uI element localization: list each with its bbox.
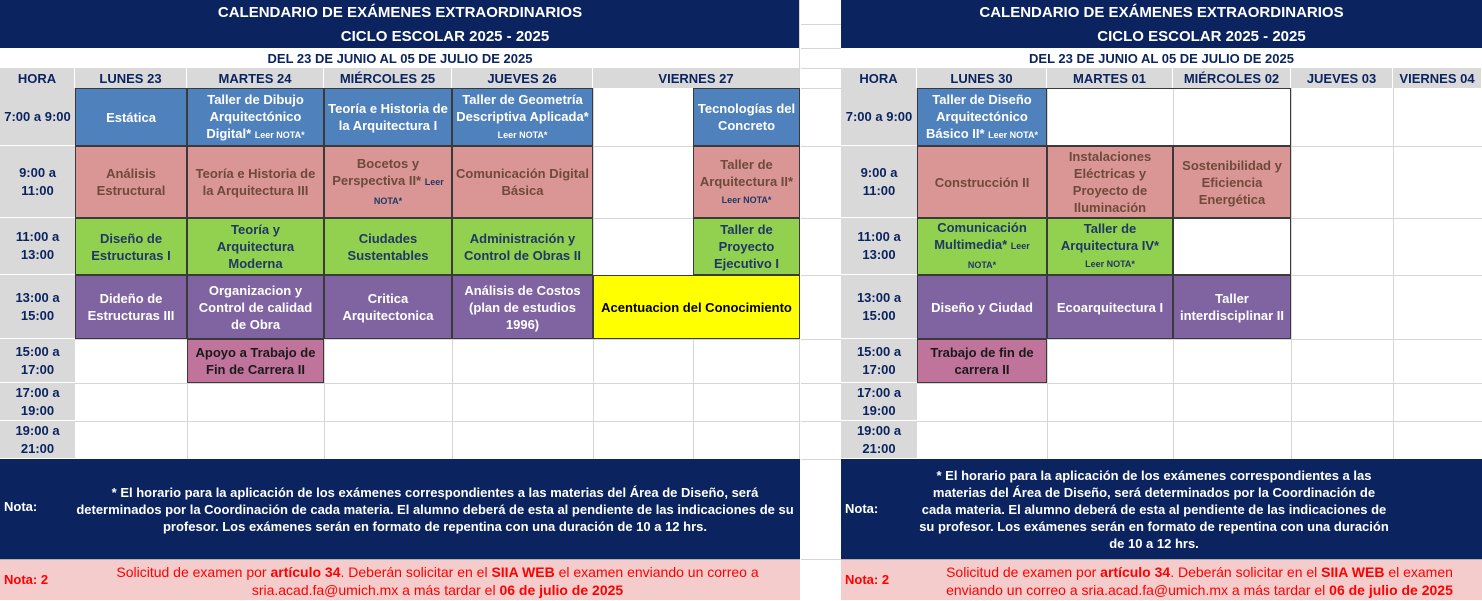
exam-block (452, 146, 593, 218)
exam-block (452, 88, 593, 146)
exam-block (917, 218, 1047, 275)
calendar-title: CALENDARIO DE EXÁMENES EXTRAORDINARIOS (0, 0, 800, 24)
exam-block (75, 275, 187, 339)
exam-block (917, 146, 1047, 218)
exam-title: Taller interdisciplinar II (1179, 291, 1285, 323)
exam-block (75, 218, 187, 275)
exam-title: Critica Arquitectonica (342, 291, 434, 323)
exam-block (593, 275, 800, 339)
day-header: MIÉRCOLES 02 (1173, 68, 1291, 88)
exam-block (693, 218, 800, 275)
spacer-column (801, 0, 841, 600)
note2-text: Solicitud de examen por artículo 34. Deberán solicitar en el SIIA WEB el examen enviando un correo a sria.acad.fa@umich.mx a más tardar el 06 de julio de 2025 (116, 563, 759, 598)
hour-cell: 11:00 a 13:00 (841, 218, 917, 275)
exam-block (324, 88, 452, 146)
exam-block (187, 339, 324, 383)
hour-cell: 13:00 a 15:00 (841, 275, 917, 339)
exam-block (1047, 218, 1173, 275)
exam-title: Análisis Estructural (96, 166, 166, 198)
exam-block (693, 88, 800, 146)
exam-note: Leer NOTA* (497, 129, 548, 140)
day-header: VIERNES 27 (593, 68, 800, 88)
exam-title: Construcción II (934, 174, 1030, 190)
exam-title: Taller de Diseño Arquitectónico Básico II* (926, 91, 1032, 141)
exam-title: Estática (106, 109, 156, 125)
exam-block (1047, 146, 1173, 218)
exam-block (187, 275, 324, 339)
calendar-subtitle: CICLO ESCOLAR 2025 - 2025 (841, 24, 1482, 48)
exam-title: Dideño de Estructuras III (87, 291, 175, 323)
hour-cell: 7:00 a 9:00 (841, 88, 917, 146)
empty-cell-frame (1173, 218, 1291, 275)
exam-title: Acentuacion del Conocimiento (601, 299, 792, 315)
calendar-title: CALENDARIO DE EXÁMENES EXTRAORDINARIOS (841, 0, 1482, 24)
exam-title: Diseño de Estructuras I (91, 230, 171, 263)
exam-block (1173, 275, 1291, 339)
note-section (841, 459, 1482, 559)
note2-section (0, 559, 800, 600)
hour-cell: 11:00 a 13:00 (0, 218, 75, 275)
hour-cell: 13:00 a 15:00 (0, 275, 75, 339)
exam-note: Leer NOTA* (1085, 259, 1135, 269)
day-header: VIERNES 04 (1393, 68, 1482, 88)
exam-note: Leer NOTA* (967, 241, 1030, 270)
exam-note: Leer NOTA* (373, 176, 444, 206)
day-header: MARTES 24 (187, 68, 324, 88)
exam-block (452, 218, 593, 275)
day-header: LUNES 30 (917, 68, 1047, 88)
note2-label: Nota: 2 (845, 572, 890, 587)
exam-note: Leer NOTA* (988, 129, 1038, 140)
day-header: LUNES 23 (75, 68, 187, 88)
exam-block (324, 146, 452, 218)
exam-block (187, 146, 324, 218)
exam-block (917, 275, 1047, 339)
hour-cell: 9:00 a 11:00 (841, 146, 917, 218)
exam-title: Diseño y Ciudad (931, 299, 1033, 315)
exam-title: Administración y Control de Obras II (463, 230, 581, 263)
exam-title: Organizacion y Control de calidad de Obra (198, 282, 313, 332)
exam-block (693, 146, 800, 218)
exam-block (75, 146, 187, 218)
exam-title: Taller de Geometría Descriptiva Aplicada* (456, 91, 589, 124)
exam-note: Leer NOTA* (721, 194, 772, 205)
date-range: DEL 23 DE JUNIO AL 05 DE JULIO DE 2025 (841, 48, 1482, 68)
day-header: MIÉRCOLES 25 (324, 68, 452, 88)
exam-block (1047, 275, 1173, 339)
hour-header: HORA (841, 68, 917, 88)
exam-title: Apoyo a Trabajo de Fin de Carrera II (195, 345, 316, 377)
empty-cell-frame (1047, 88, 1291, 146)
exam-title: Bocetos y Perspectiva II* (332, 155, 422, 188)
hour-cell: 7:00 a 9:00 (0, 88, 75, 146)
exam-title: Ciudades Sustentables (347, 230, 429, 263)
hour-cell: 15:00 a 17:00 (841, 339, 917, 383)
exam-block (917, 88, 1047, 146)
calendar-subtitle: CICLO ESCOLAR 2025 - 2025 (0, 24, 800, 48)
hour-cell: 19:00 a 21:00 (0, 421, 75, 459)
exam-block (187, 88, 324, 146)
hour-header: HORA (0, 68, 75, 88)
date-range: DEL 23 DE JUNIO AL 05 DE JULIO DE 2025 (0, 48, 800, 68)
exam-title: Tecnologías del Concreto (697, 101, 796, 133)
note-label: Nota: (845, 501, 879, 516)
note-text: * El horario para la aplicación de los exámenes correspondientes a las materias del Área de Diseño, será determinados por la Coordinación de cada materia. El alumno deberá de esta al pendiente de las indicaciones de su profesor. Los exámenes serán en formato de repentina con una duración de 10 a 12 hrs. (919, 467, 1389, 551)
exam-title: Sostenibilidad y Eficiencia Energética (1182, 157, 1282, 207)
exam-title: Taller de Dibujo Arquitectónico Digital* (206, 91, 304, 141)
exam-title: Taller de Arquitectura II* (699, 156, 794, 189)
hour-cell: 17:00 a 19:00 (841, 383, 917, 421)
exam-title: Teoría y Arquitectura Moderna (216, 222, 295, 271)
exam-title: Trabajo de fin de carrera II (930, 345, 1034, 377)
exam-block (324, 218, 452, 275)
exam-title: Teoría e Historia de la Arquitectura III (195, 166, 316, 198)
exam-block (452, 275, 593, 339)
hour-cell: 17:00 a 19:00 (0, 383, 75, 421)
day-header: MARTES 01 (1047, 68, 1173, 88)
note-label: Nota: (4, 499, 38, 514)
note-text: * El horario para la aplicación de los exámenes correspondientes a las materias del Área de Diseño, será determinados por la Coordinación de cada materia. El alumno deberá de esta al pendiente de las indicaciones de su profesor. Los exámenes serán en formato de repentina con una duración de 10 a 12 hrs. (76, 484, 794, 534)
exam-title: Taller de Proyecto Ejecutivo I (713, 222, 780, 271)
day-header: JUEVES 26 (452, 68, 593, 88)
exam-title: Comunicación Digital Básica (456, 166, 589, 198)
exam-block (917, 339, 1047, 383)
exam-note: Leer NOTA* (254, 129, 305, 140)
exam-title: Ecoarquitectura I (1056, 299, 1164, 315)
hour-cell: 19:00 a 21:00 (841, 421, 917, 459)
exam-block (187, 218, 324, 275)
hour-cell: 9:00 a 11:00 (0, 146, 75, 218)
exam-title: Taller de Arquitectura IV* (1060, 221, 1160, 253)
note-section (0, 459, 800, 559)
exam-block (1173, 146, 1291, 218)
note2-section (841, 559, 1482, 600)
exam-title: Instalaciones Eléctricas y Proyecto de Iluminación (1068, 149, 1152, 215)
note2-label: Nota: 2 (4, 572, 49, 587)
exam-title: Teoría e Historia de la Arquitectura I (328, 101, 448, 133)
note2-text: Solicitud de examen por artículo 34. Deberán solicitar en el SIIA WEB el examen enviando un correo a sria.acad.fa@umich.mx a más tardar el 06 de julio de 2025 (946, 563, 1453, 598)
exam-title: Análisis de Costos (plan de estudios 1996) (464, 282, 581, 332)
hour-cell: 15:00 a 17:00 (0, 339, 75, 383)
exam-block (324, 275, 452, 339)
exam-block (75, 88, 187, 146)
day-header: JUEVES 03 (1291, 68, 1393, 88)
exam-title: Comunicación Multimedia* (934, 220, 1027, 252)
